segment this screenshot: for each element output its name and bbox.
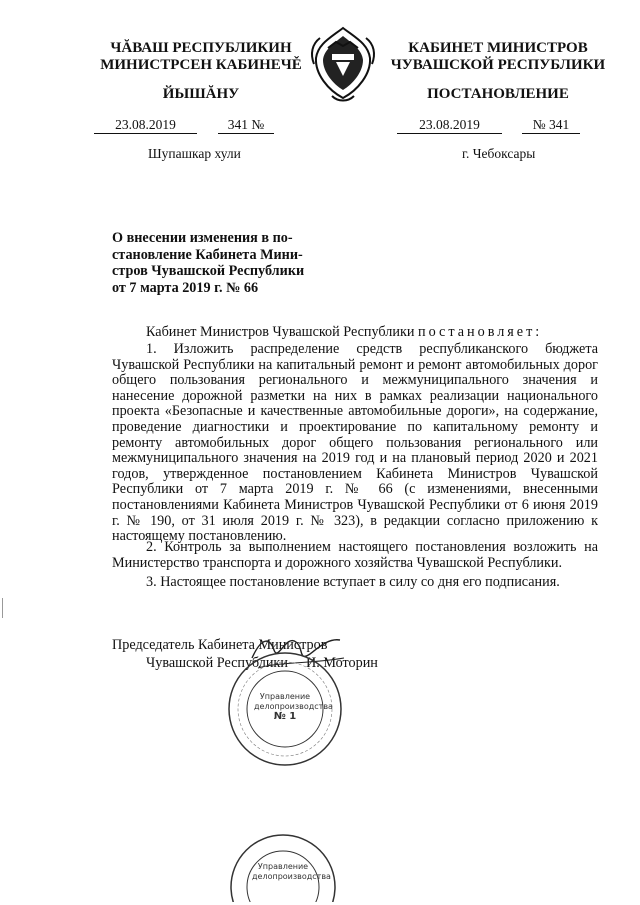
stamp-line3: № 1 xyxy=(273,711,297,722)
header-left-org xyxy=(96,40,306,74)
header-left-doc-type: ЙЫШĂНУ xyxy=(162,86,240,102)
stamp-line2: делопроизводства xyxy=(254,702,333,711)
stamp-text xyxy=(254,692,333,722)
emblem-icon xyxy=(306,24,380,104)
header-left-line1: ЧĂВАШ РЕСПУБЛИКИН xyxy=(110,40,292,56)
header-right-org xyxy=(388,40,608,74)
right-date: 23.08.2019 xyxy=(397,117,502,134)
header-left-line2: МИНИСТРСЕН КАБИНЕЧĚ xyxy=(100,57,302,73)
title-line1: О внесении изменения в по- xyxy=(112,230,293,246)
title-line3: стров Чувашской Республики xyxy=(112,263,305,280)
signature-line1: Председатель Кабинета Министров xyxy=(112,637,328,653)
left-number: 341 № xyxy=(218,117,274,134)
lower-stamp-line2: делопроизводства xyxy=(252,872,331,881)
scan-margin-mark xyxy=(2,598,3,618)
left-date: 23.08.2019 xyxy=(94,117,197,134)
header-right-line1: КАБИНЕТ МИНИСТРОВ xyxy=(408,40,588,56)
stamp-line1: Управление xyxy=(259,692,311,701)
lower-stamp xyxy=(228,832,338,902)
paragraph-3: 3. Настоящее постановление вступает в силу со дня его подписания. xyxy=(146,574,560,590)
title-line4: от 7 марта 2019 г. № 66 xyxy=(112,279,259,296)
intro-paragraph xyxy=(112,325,598,341)
intro-lead: Кабинет Министров Чувашской Республики xyxy=(146,324,418,340)
paragraph-1: 1. Изложить распределение средств республиканского бюджета Чувашской Республики на капитальный ремонт и ремонт автомобильных дорог общего пользования регионального и межмуниципального значения и нанесение дорожной разметки на них в рамках реализации национального проекта «Безопасные и качественные автомобильные дороги», на содержание, проведение диагностики и проектирование по капитальному ремонту и ремонту автомобильных дорог общего пользования регионального или межмуниципального значения на 2019 год и на плановый период 2020 и 2021 годов, утвержденное постановлением Кабинета Министров Чувашской Республики от 7 марта 2019 г. № 66 (с изменениями, внесенными постановлениями Кабинета Министров Чувашской Республики от 6 июня 2019 г. № 190, от 31 июля 2019 г. № 323), в редакции согласно приложению к настоящему постановлению. xyxy=(112,341,598,545)
round-stamp xyxy=(226,650,344,768)
signature-name: И. Моторин xyxy=(306,655,378,671)
lower-stamp-text xyxy=(252,862,331,882)
right-number: № 341 xyxy=(522,117,580,134)
paragraph-2: 2. Контроль за выполнением настоящего постановления возложить на Министерство транспорта и дорожного хозяйства Чувашской Республики. xyxy=(112,539,598,571)
place-right: г. Чебоксары xyxy=(462,146,536,161)
intro-verb: постановляет: xyxy=(418,324,543,340)
title-line2: становление Кабинета Мини- xyxy=(112,246,303,263)
place-left: Шупашкар хули xyxy=(148,146,241,161)
lower-stamp-line1: Управление xyxy=(257,862,309,871)
document-title xyxy=(112,230,312,296)
header-right-doc-type: ПОСТАНОВЛЕНИЕ xyxy=(427,86,569,102)
signature-line2: Чувашской Республики xyxy=(146,655,288,671)
header-right-line2: ЧУВАШСКОЙ РЕСПУБЛИКИ xyxy=(390,57,606,73)
